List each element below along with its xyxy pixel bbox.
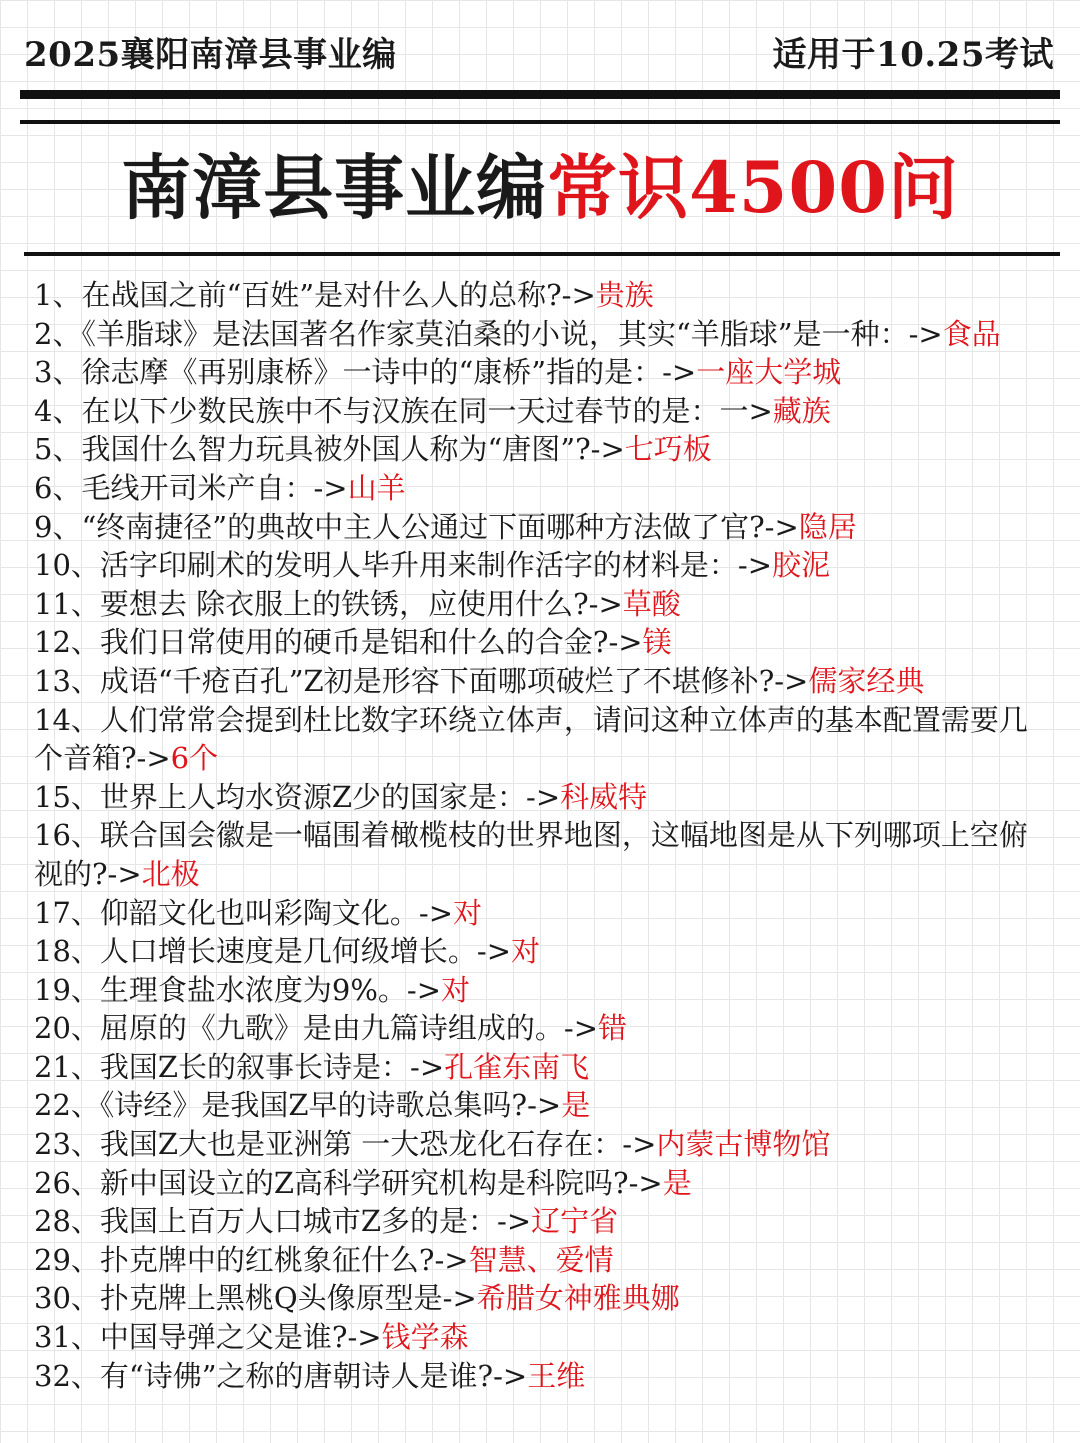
- qa-item: [34, 1279, 1040, 1318]
- qa-item: [34, 315, 1040, 354]
- qa-answer: 隐居: [798, 509, 857, 544]
- qa-item: [34, 932, 1040, 971]
- qa-item: [34, 276, 1040, 315]
- qa-item: [34, 1086, 1040, 1125]
- qa-answer: 贵族: [595, 278, 654, 312]
- qa-answer: 一座大学城: [696, 355, 842, 390]
- qa-question: 29、扑克牌中的红桃象征什么?->: [34, 1242, 469, 1277]
- divider-bottom: [24, 252, 1060, 256]
- top-bar: [24, 28, 1054, 74]
- qa-item: [34, 546, 1040, 585]
- header-right-note: 适用于10.25考试: [772, 34, 1054, 75]
- qa-list: [34, 276, 1040, 1395]
- qa-item: [34, 392, 1040, 431]
- divider-thick: [20, 90, 1060, 99]
- qa-item: [34, 1241, 1040, 1280]
- qa-answer: 七巧板: [624, 432, 712, 467]
- qa-item: [34, 1357, 1040, 1396]
- qa-item: [34, 662, 1040, 701]
- page-title-black: 南漳县事业编: [121, 146, 548, 229]
- qa-answer: 食品: [942, 316, 1001, 351]
- qa-item: [34, 894, 1040, 933]
- qa-question: 3、徐志摩《再别康桥》一诗中的“康桥”指的是：->: [34, 355, 697, 390]
- qa-answer: 希腊女神雅典娜: [476, 1281, 680, 1316]
- qa-question: 15、世界上人均水资源Z少的国家是：->: [34, 779, 561, 814]
- qa-answer: 草酸: [622, 586, 681, 621]
- qa-question: 18、人口增长速度是几何级增长。->: [34, 934, 511, 969]
- qa-item: [34, 430, 1040, 469]
- qa-item: [34, 1009, 1040, 1048]
- qa-answer: 科威特: [560, 779, 648, 814]
- qa-item: [34, 469, 1040, 508]
- qa-question: 20、屈原的《九歌》是由九篇诗组成的。->: [34, 1011, 598, 1046]
- qa-answer: 藏族: [772, 393, 831, 428]
- qa-item: [34, 353, 1040, 392]
- qa-item: [34, 701, 1040, 778]
- qa-question: 14、人们常常会提到杜比数字环绕立体声，请问这种立体声的基本配置需要几个音箱?->: [34, 702, 1028, 776]
- qa-answer: 钱学森: [381, 1320, 469, 1355]
- qa-item: [34, 971, 1040, 1010]
- qa-answer: 6个: [170, 741, 219, 776]
- qa-answer: 胶泥: [772, 548, 831, 583]
- qa-question: 6、毛线开司米产自：->: [34, 470, 348, 505]
- qa-question: 5、我国什么智力玩具被外国人称为“唐图”?->: [34, 432, 625, 467]
- qa-item: [34, 1318, 1040, 1357]
- qa-question: 31、中国导弹之父是谁?->: [34, 1320, 382, 1355]
- qa-item: [34, 1125, 1040, 1164]
- qa-answer: 是: [662, 1165, 692, 1200]
- qa-question: 19、生理食盐水浓度为9%。->: [34, 972, 442, 1007]
- page-title: [0, 138, 1080, 238]
- qa-answer: 孔雀东南飞: [444, 1049, 590, 1084]
- qa-answer: 王维: [527, 1358, 586, 1393]
- qa-item: [34, 623, 1040, 662]
- divider-thin: [20, 120, 1060, 124]
- qa-answer: 山羊: [347, 470, 406, 505]
- qa-item: [34, 508, 1040, 547]
- qa-question: 17、仰韶文化也叫彩陶文化。->: [34, 895, 453, 930]
- qa-item: [34, 1164, 1040, 1203]
- qa-question: 28、我国上百万人口城市Z多的是：->: [34, 1204, 532, 1239]
- qa-item: [34, 585, 1040, 624]
- qa-question: 9、“终南捷径”的典故中主人公通过下面哪种方法做了官?->: [34, 509, 799, 544]
- qa-question: 2、《羊脂球》是法国著名作家莫泊桑的小说，其实“羊脂球”是一种：->: [34, 316, 943, 351]
- qa-question: 32、有“诗佛”之称的唐朝诗人是谁?->: [34, 1358, 528, 1393]
- qa-answer: 是: [561, 1088, 591, 1123]
- qa-question: 16、联合国会徽是一幅围着橄榄枝的世界地图，这幅地图是从下列哪项上空俯视的?->: [34, 818, 1028, 891]
- qa-question: 23、我国Z大也是亚洲第 一大恐龙化石存在：->: [34, 1127, 657, 1162]
- qa-answer: 辽宁省: [531, 1204, 619, 1239]
- qa-question: 10、活字印刷术的发明人毕升用来制作活字的材料是：->: [34, 548, 773, 583]
- qa-question: 21、我国Z长的叙事长诗是：->: [34, 1049, 445, 1084]
- qa-answer: 智慧、爱情: [468, 1242, 614, 1277]
- qa-question: 13、成语“千疮百孔”Z初是形容下面哪项破烂了不堪修补?->: [34, 663, 809, 698]
- qa-answer: 北极: [141, 856, 200, 891]
- qa-question: 12、我们日常使用的硬币是铝和什么的合金?->: [34, 625, 643, 660]
- qa-answer: 镁: [642, 625, 672, 660]
- qa-question: 26、新中国设立的Z高科学研究机构是科院吗?->: [34, 1165, 663, 1200]
- qa-answer: 对: [441, 972, 471, 1007]
- page-title-red: 常识4500问: [547, 146, 959, 229]
- qa-item: [34, 816, 1040, 893]
- qa-answer: 对: [453, 895, 483, 930]
- qa-answer: 错: [598, 1011, 628, 1046]
- qa-item: [34, 1048, 1040, 1087]
- qa-question: 4、在以下少数民族中不与汉族在同一天过春节的是：一>: [34, 393, 773, 428]
- qa-question: 30、扑克牌上黑桃Q头像原型是->: [34, 1281, 477, 1316]
- qa-question: 22、《诗经》是我国Z早的诗歌总集吗?->: [34, 1088, 562, 1123]
- qa-answer: 内蒙古博物馆: [656, 1127, 831, 1162]
- qa-item: [34, 778, 1040, 817]
- qa-question: 11、要想去 除衣服上的铁锈，应使用什么?->: [34, 586, 623, 621]
- qa-answer: 儒家经典: [808, 663, 925, 698]
- qa-question: 1、在战国之前“百姓”是对什么人的总称?->: [34, 278, 596, 312]
- qa-answer: 对: [511, 934, 541, 969]
- header-left-title: 2025襄阳南漳县事业编: [24, 34, 397, 75]
- qa-item: [34, 1202, 1040, 1241]
